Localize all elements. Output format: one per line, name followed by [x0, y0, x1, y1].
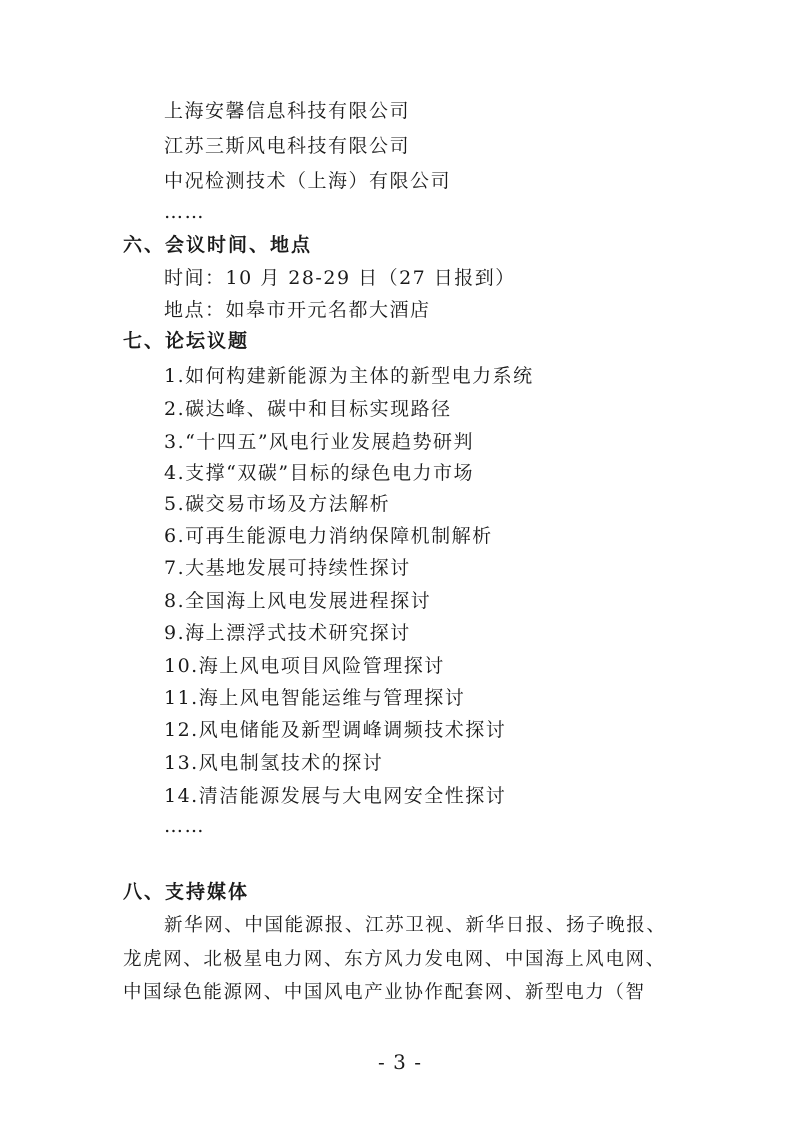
media-line: 新华网、中国能源报、江苏卫视、新华日报、扬子晚报、: [164, 915, 667, 936]
topic-item: 11.海上风电智能运维与管理探讨: [164, 687, 466, 709]
topic-item: 14.清洁能源发展与大电网安全性探讨: [164, 785, 507, 807]
section-8-heading: 八、支持媒体: [123, 881, 250, 903]
ellipsis: ……: [164, 815, 205, 837]
company-line: 江苏三斯风电科技有限公司: [164, 135, 411, 157]
ellipsis: ……: [164, 201, 205, 223]
topic-item: 2.碳达峰、碳中和目标实现路径: [164, 398, 452, 420]
topic-item: 4.支撑“双碳”目标的绿色电力市场: [164, 462, 475, 484]
media-line: 中国绿色能源网、中国风电产业协作配套网、新型电力（智: [123, 982, 646, 1003]
meeting-place: 地点：如皋市开元名都大酒店: [164, 299, 431, 321]
company-line: 上海安馨信息科技有限公司: [164, 100, 411, 122]
topic-item: 10.海上风电项目风险管理探讨: [164, 655, 445, 677]
page-number: - 3 -: [378, 1050, 422, 1074]
topic-item: 6.可再生能源电力消纳保障机制解析: [164, 525, 493, 547]
topic-item: 3.“十四五”风电行业发展趋势研判: [164, 431, 475, 453]
topic-item: 7.大基地发展可持续性探讨: [164, 557, 411, 579]
section-7-heading: 七、论坛议题: [123, 330, 250, 352]
meeting-time: 时间：10 月 28-29 日（27 日报到）: [164, 267, 516, 289]
topic-item: 9.海上漂浮式技术研究探讨: [164, 622, 411, 644]
topic-item: 5.碳交易市场及方法解析: [164, 493, 391, 515]
topic-item: 8.全国海上风电发展进程探讨: [164, 590, 432, 612]
media-line: 龙虎网、北极星电力网、东方风力发电网、中国海上风电网、: [123, 949, 666, 970]
topic-item: 1.如何构建新能源为主体的新型电力系统: [164, 365, 534, 387]
company-line: 中况检测技术（上海）有限公司: [164, 170, 452, 192]
topic-item: 12.风电储能及新型调峰调频技术探讨: [164, 719, 507, 741]
topic-item: 13.风电制氢技术的探讨: [164, 752, 384, 774]
section-6-heading: 六、会议时间、地点: [123, 234, 313, 256]
